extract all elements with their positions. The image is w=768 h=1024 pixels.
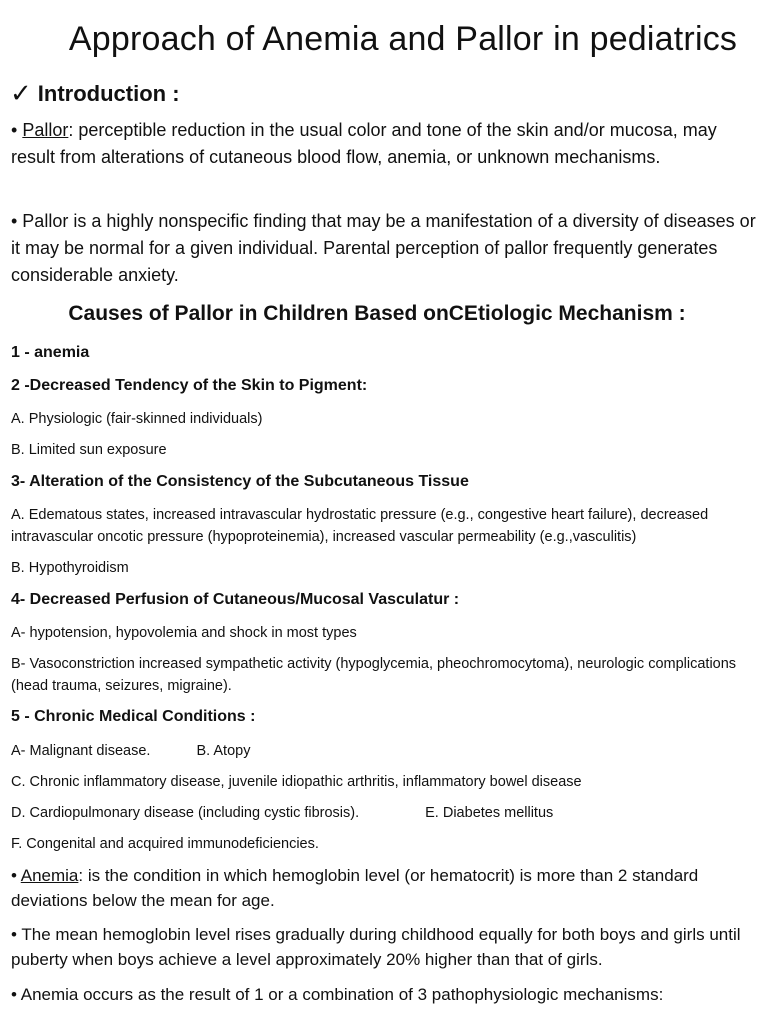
checkmark-icon: ✓: [10, 78, 32, 108]
cause-4-item-a: A- hypotension, hypovolemia and shock in most types: [11, 625, 357, 641]
cause-5-item-f: F. Congenital and acquired immunodeficiencies.: [11, 836, 319, 852]
cause-4-item-b: B- Vasoconstriction increased sympathetic activity (hypoglycemia, pheochromocytoma), neurologic complications (head trauma, seizures, migraine).: [11, 656, 737, 694]
cause-5-item-b: B. Atopy: [196, 743, 251, 759]
cause-5-row-ab: [11, 740, 760, 762]
introduction-label: Introduction :: [37, 80, 180, 106]
cause-5-heading: 5 - Chronic Medical Conditions :: [11, 708, 256, 725]
anemia-definition-text: : is the condition in which hemoglobin level (or hematocrit) is more than 2 standard deviations below the mean for age.: [11, 866, 699, 910]
anemia-definition: [11, 863, 758, 913]
hemoglobin-paragraph: • The mean hemoglobin level rises gradually during childhood equally for both boys and girls until puberty when boys achieve a level approximately 20% higher than that of girls.: [11, 925, 741, 969]
causes-heading: Causes of Pallor in Children Based onCEtiologic Mechanism :: [68, 302, 686, 325]
cause-3-item-a: A. Edematous states, increased intravascular hydrostatic pressure (e.g., congestive heart failure), decreased intravascular oncotic pressure (hypoproteinemia), increased vascular permeability (e.g.,vasculitis): [11, 507, 709, 545]
pallor-nonspecific-paragraph: • Pallor is a highly nonspecific finding that may be a manifestation of a diversity of diseases or it may be normal for a given individual. Parental perception of pallor frequently generates considerable anxiety.: [11, 211, 756, 285]
mechanisms-paragraph: • Anemia occurs as the result of 1 or a combination of 3 pathophysiologic mechanisms:: [11, 985, 664, 1004]
cause-1-heading: 1 - anemia: [11, 344, 90, 361]
pallor-definition-text: : perceptible reduction in the usual color and tone of the skin and/or mucosa, may result from alterations of cutaneous blood flow, anemia, or unknown mechanisms.: [11, 120, 717, 167]
pallor-term: Pallor: [22, 120, 69, 140]
cause-2-item-b: B. Limited sun exposure: [11, 442, 167, 458]
cause-2-heading: 2 -Decreased Tendency of the Skin to Pigment:: [11, 377, 368, 394]
bullet: •: [11, 120, 18, 140]
cause-3-heading: 3- Alteration of the Consistency of the Subcutaneous Tissue: [11, 473, 469, 490]
cause-5-row-de: [11, 802, 760, 824]
cause-5-item-a: A- Malignant disease.: [11, 743, 151, 759]
cause-5-item-c: C. Chronic inflammatory disease, juvenile idiopathic arthritis, inflammatory bowel disease: [11, 774, 582, 790]
page-title: Approach of Anemia and Pallor in pediatrics: [68, 20, 738, 58]
cause-5-item-e: E. Diabetes mellitus: [425, 805, 554, 821]
bullet: •: [11, 866, 17, 885]
anemia-term: Anemia: [20, 866, 79, 885]
introduction-heading: [10, 78, 180, 109]
cause-3-item-b: B. Hypothyroidism: [11, 560, 129, 576]
pallor-definition: [11, 117, 758, 171]
cause-4-heading: 4- Decreased Perfusion of Cutaneous/Mucosal Vasculatur :: [11, 591, 460, 608]
cause-5-item-d: D. Cardiopulmonary disease (including cystic fibrosis).: [11, 805, 360, 821]
cause-2-item-a: A. Physiologic (fair-skinned individuals): [11, 411, 263, 427]
